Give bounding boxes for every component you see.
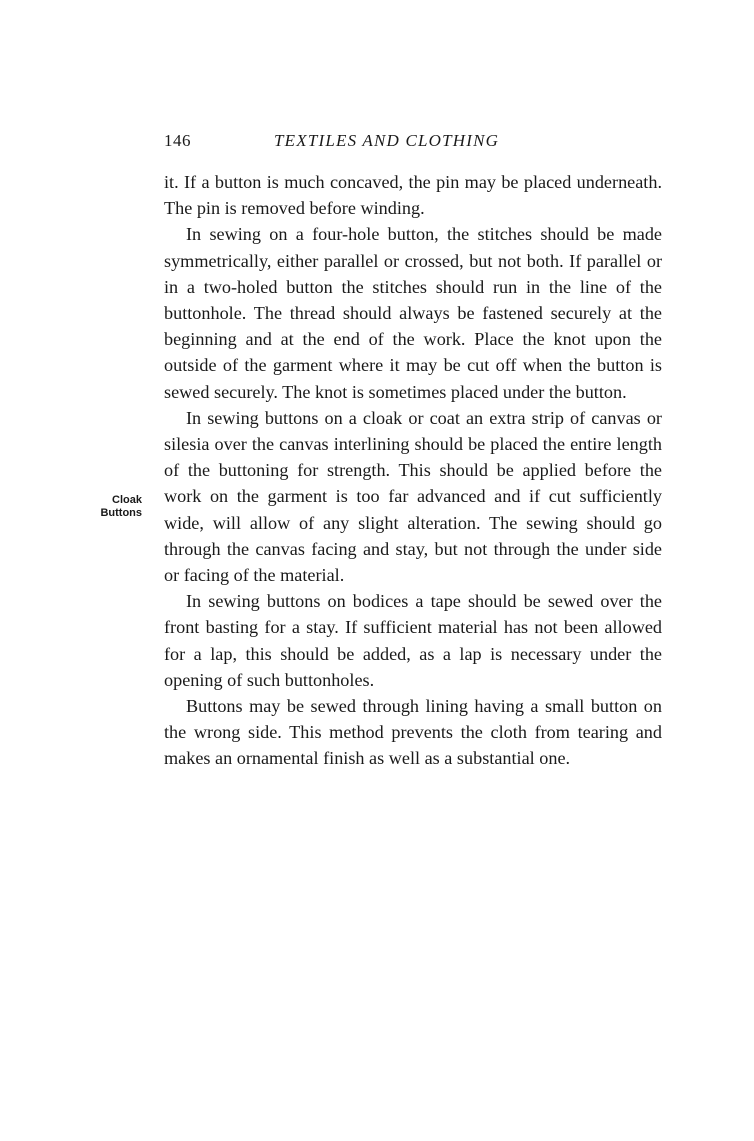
paragraph-four-hole-button: In sewing on a four-hole button, the stitches should be made symmetrically, either parallel or crossed, but not both. If parallel or in a two-holed button the stitches should run in the line of the buttonhole. The thread should always be fastened securely at the beginning and at the end of the work. Place the knot upon the outside of the garment where it may be cut off when the button is sewed securely. The knot is sometimes placed under the button. xyxy=(164,224,662,402)
running-head xyxy=(164,131,664,155)
side-note-cloak-buttons xyxy=(76,494,142,520)
side-note-line-2: Buttons xyxy=(100,507,142,519)
paragraph-bodice-buttons: In sewing buttons on bodices a tape should be sewed over the front basting for a stay. If sufficient material has not been allowed for a lap, this should be added, as a lap is necessary under the opening of such buttonholes. xyxy=(164,591,662,690)
paragraph-cloak-buttons: In sewing buttons on a cloak or coat an extra strip of canvas or silesia over the canvas interlining should be placed the entire length of the buttoning for strength. This should be applied before the work on the garment is too far advanced and if cut sufficiently wide, will allow of any slight alteration. The sewing should go through the canvas facing and stay, but not through the under side or facing of the material. xyxy=(164,407,662,586)
paragraph-lining-buttons: Buttons may be sewed through lining having a small button on the wrong side. This method prevents the cloth from tearing and makes an ornamental finish as well as a substantial one. xyxy=(164,696,662,769)
side-note-line-1: Cloak xyxy=(112,494,142,506)
paragraph-continued: it. If a button is much concaved, the pin may be placed underneath. The pin is removed before winding. xyxy=(164,172,662,219)
body-text xyxy=(164,169,662,772)
page-number: 146 xyxy=(164,131,191,150)
running-title: TEXTILES AND CLOTHING xyxy=(274,131,500,150)
